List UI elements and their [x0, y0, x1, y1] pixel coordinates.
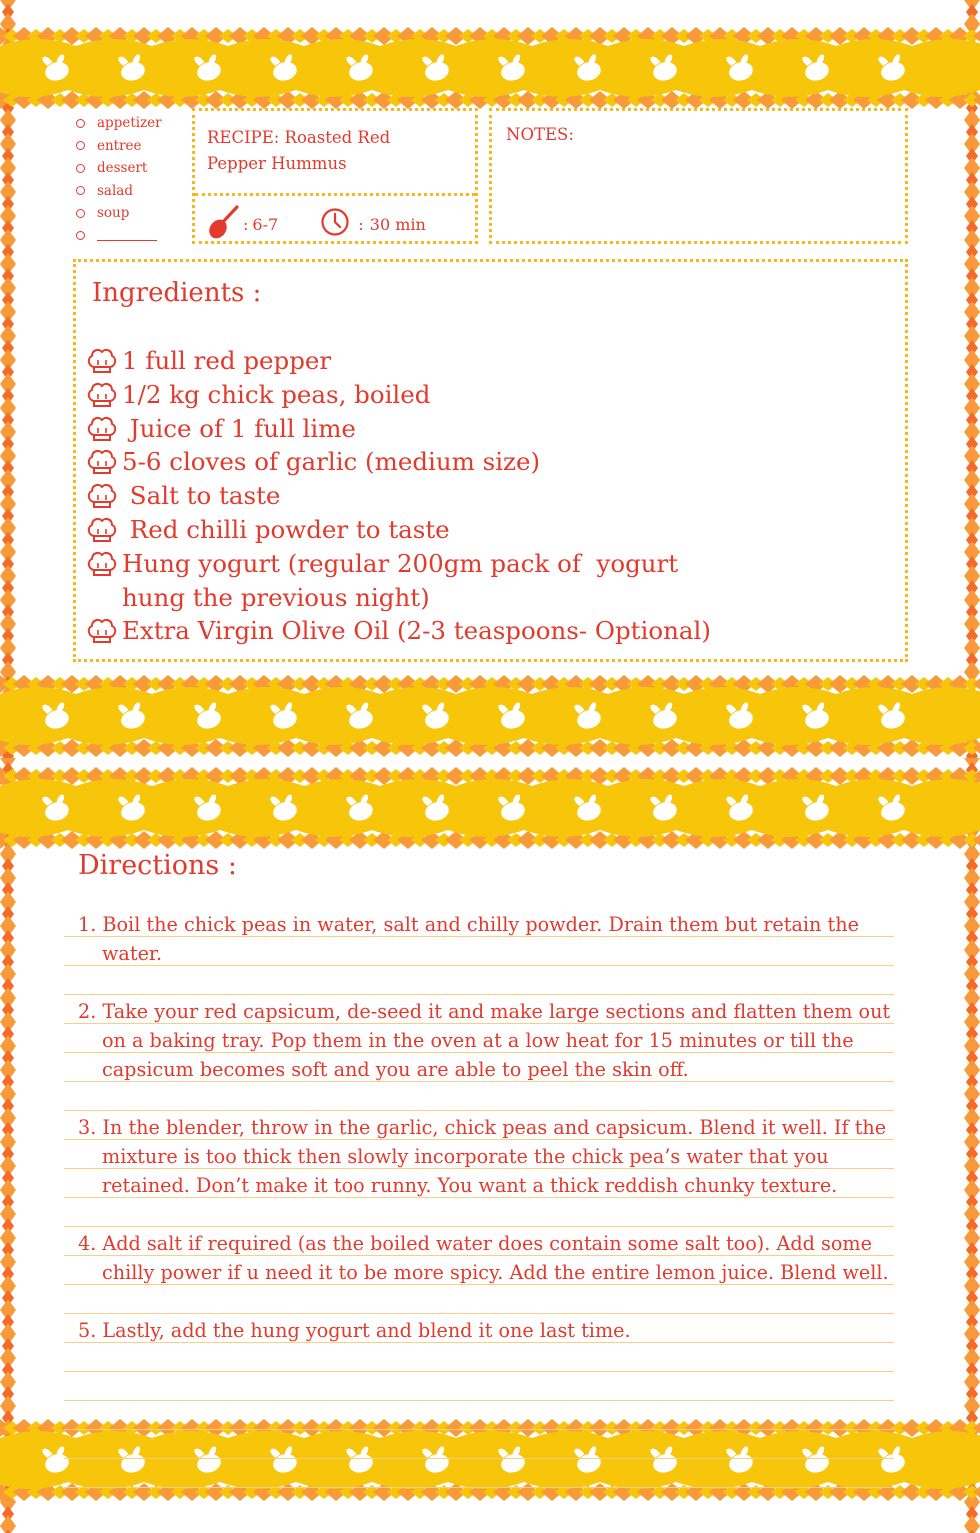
recipe-meta: : 6-7 : 30 min — [207, 204, 426, 244]
chef-hat-icon — [86, 446, 122, 478]
lemon-band — [0, 767, 980, 849]
radio-icon[interactable] — [76, 119, 85, 128]
ingredient-text: Hung yogurt (regular 200gm pack of yogurt hung the previous night) — [122, 548, 686, 612]
ingredient-text: 1 full red pepper — [122, 346, 332, 375]
direction-step: 3. In the blender, throw in the garlic, chick peas and capsicum. Blend it well. If the mixture is too thick then slowly incorporate the chick pea’s water that you retained. Don’t make it too runny. You want a thick reddish chunky texture. — [78, 1116, 887, 1197]
category-option[interactable] — [76, 202, 162, 225]
ingredient-text: Extra Virgin Olive Oil (2-3 teaspoons- Optional) — [122, 616, 711, 646]
ingredients-box — [73, 259, 908, 662]
notes-label: NOTES: — [506, 125, 574, 144]
category-label: soup — [97, 205, 130, 222]
category-option[interactable] — [76, 157, 162, 180]
ingredients-list — [86, 344, 746, 648]
directions-title: Directions : — [78, 850, 237, 881]
notes-box — [489, 108, 908, 244]
category-label: salad — [97, 182, 133, 199]
chef-hat-icon — [86, 514, 122, 546]
category-label: appetizer — [97, 115, 162, 132]
recipe-card-back — [0, 758, 980, 1533]
radio-icon[interactable] — [76, 164, 85, 173]
directions-list — [78, 910, 918, 1374]
lemon-band — [0, 1419, 980, 1501]
chef-hat-icon — [86, 413, 122, 445]
category-label: dessert — [97, 160, 148, 177]
clock-icon — [320, 207, 350, 241]
ingredient-text: 1/2 kg chick peas, boiled — [122, 379, 431, 409]
ingredient-item — [86, 344, 746, 378]
ingredient-item — [86, 412, 746, 446]
chef-hat-icon — [86, 480, 122, 512]
ingredient-text: 5-6 cloves of garlic (medium size) — [122, 447, 541, 477]
ruled-line — [64, 1400, 894, 1401]
category-label: entree — [97, 137, 142, 154]
radio-icon[interactable] — [76, 141, 85, 150]
servings-value: 6-7 — [252, 214, 279, 234]
recipe-info-box — [192, 108, 478, 244]
chef-hat-icon — [86, 615, 122, 647]
category-option[interactable] — [76, 112, 162, 135]
ingredient-item — [86, 378, 746, 412]
ingredients-title: Ingredients : — [92, 278, 262, 308]
ingredient-text: Juice of 1 full lime — [122, 413, 356, 443]
ingredient-text: Red chilli powder to taste — [122, 514, 450, 544]
ruled-line — [64, 1458, 894, 1459]
ruled-line — [64, 1429, 894, 1430]
direction-step: 5. Lastly, add the hung yogurt and blend it one last time. — [78, 1319, 631, 1342]
ingredient-text: Salt to taste — [122, 481, 281, 511]
ingredient-item — [86, 445, 746, 479]
radio-icon[interactable] — [76, 209, 85, 218]
category-option[interactable] — [76, 135, 162, 158]
direction-step: 4. Add salt if required (as the boiled water does contain some salt too). Add some chilly power if u need it to be more spicy. Add the entire lemon juice. Blend well. — [78, 1232, 889, 1284]
ingredient-item — [86, 547, 746, 615]
divider — [195, 193, 475, 196]
category-label — [97, 230, 157, 241]
direction-step: 2. Take your red capsicum, de-seed it and make large sections and flatten them out on a baking tray. Pop them in the oven at a low heat for 15 minutes or till the capsicum becomes soft and you are able to peel the skin off. — [78, 1000, 891, 1081]
spoon-icon — [207, 204, 241, 244]
ruled-line — [64, 1487, 894, 1488]
category-option[interactable] — [76, 180, 162, 203]
chef-hat-icon — [86, 548, 122, 580]
chef-hat-icon — [86, 345, 122, 377]
recipe-title: RECIPE: Roasted Red Pepper Hummus — [207, 128, 391, 173]
ingredient-item — [86, 614, 746, 648]
radio-icon[interactable] — [76, 186, 85, 195]
lemon-band — [0, 27, 980, 109]
radio-icon[interactable] — [76, 231, 85, 240]
time-value: 30 min — [369, 214, 426, 234]
category-list — [76, 112, 162, 247]
ingredient-item — [86, 479, 746, 513]
chef-hat-icon — [86, 379, 122, 411]
lemon-band — [0, 675, 980, 757]
ingredient-item — [86, 513, 746, 547]
category-option[interactable] — [76, 225, 162, 248]
direction-step: 1. Boil the chick peas in water, salt and chilly powder. Drain them but retain the water. — [78, 913, 859, 965]
